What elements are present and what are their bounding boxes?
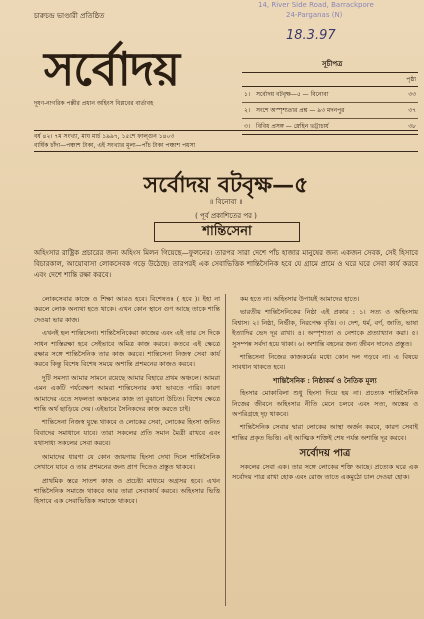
- toc-entry-title: সংশে অস্পৃশ্যতার প্রশ্ন — ৯৩ মদনপুর: [256, 107, 345, 114]
- toc-entry-title: সর্বোদয় বটবৃক্ষ—৫ — বিনোবা: [256, 91, 329, 98]
- box-heading: সর্বোদয় পাত্র: [299, 448, 351, 460]
- body-paragraph: লোকসেবার কাজে ও শিক্ষা আরও হবে। বিশেষতঃ ( হবে )। ইহা না করলে লোক অন্যথা হতে থাকে। এখন কোন স্থানে গুণ আছে তাকে শান্তি দেওয়া ভার কাজ।: [34, 295, 220, 324]
- body-paragraph: দুটি সমস্যা আমার সামনে রয়েছে আমার বিহারে প্রথম অঞ্চলে। আমরা এমন একটি পর্যবেক্ষণ আমরা শান্তিসেনার কথা ভাবতে পারি। কারণ আমাদের এতে সফলতা অঞ্চলের কাজ তা বুঝানো উচিত। বিশেষ ক্ষেত্রে শান্তি অর্থ ছাড়িয়ে দেয়। এইভাবে সৈনিকদের কাজ করতে চাই।: [34, 373, 220, 414]
- section-heading: শান্তিসৈনিক : নিষ্ঠাকর্ম ও নৈতিক মূল্য: [273, 375, 377, 385]
- body-paragraph: শান্তিসৈনিক সেবার দ্বারা লোকের আস্থা অর্জন করবে, কারণ সেবাই শান্তির প্রকৃত ভিত্তি। এই আত্মিক শক্তিই শেষ পর্যন্ত অশান্তি দূর করবে।: [232, 423, 418, 442]
- toc-page-label: পৃষ্ঠা: [242, 73, 418, 87]
- article-author: ॥ বিনোবা ॥: [209, 198, 243, 206]
- stamp-line-1: 14, River Side Road, Barrackpore: [258, 1, 374, 9]
- issue-info-line-1: বর্ষ ৪২। ৭ম সংখ্যা, মাঘ মার্চ ১৯৯৭, ১৫শে ফাল্গুন ১৪০৩: [34, 133, 175, 140]
- masthead-title: সর্বোদয়: [44, 42, 180, 96]
- left-column: [34, 294, 220, 510]
- stamp-line-2: 24-Parganas (N): [286, 11, 343, 19]
- founder-line: চারুচন্দ্র ভাণ্ডারী প্রতিষ্ঠিত: [34, 12, 105, 20]
- issue-info-bar: [34, 130, 418, 152]
- body-paragraph: হিংসার মোকাবিলা শুধু হিংসা দিয়ে হয় না। প্রত্যেক শান্তিসৈনিক নিজের জীবনে অহিংসার নীতি মেনে চলবে এবং সত্য, অস্তেয় ও অপরিগ্রহে দৃঢ় থাকবে।: [232, 389, 418, 419]
- toc-page-number: ৩৮: [408, 123, 416, 130]
- continued-note: ( পূর্ব প্রকাশিতের পর ): [195, 212, 257, 220]
- body-paragraph: ভারতীয় শান্তিসৈনিকের নিষ্ঠা এই প্রকার : ১। সত্য ও অহিংসায় বিশ্বাস। ২। নিষ্ঠা, নির্ভীক, নিরপেক্ষ বৃত্তি। ৩। দেশ, ধর্ম, বর্ণ, জাতি, ভাষা ইত্যাদির ভেদ দূর রাখা। ৪। অস্পৃশ্যতা ও নেশাকে প্রত্যাখ্যান করা। ৫। সুসম্পন্ন সর্বদা হয়ে থাকা। ৬। অশান্তি বহনের জন্য জীবন দানেও প্রস্তুত।: [232, 308, 418, 348]
- toc-row: [242, 103, 418, 119]
- table-of-contents: [242, 72, 418, 135]
- toc-title: সূচীপত্র: [322, 59, 343, 68]
- body-paragraph: শান্তিসেনা নিজের কাজকর্মের মধ্যে কোন দল গড়বে না। এ বিষয়ে সাবধান থাকতে হবে।: [232, 353, 418, 372]
- article-title: সর্বোদয় বটবৃক্ষ—৫: [143, 172, 309, 198]
- toc-number: ৩।: [244, 123, 251, 130]
- right-column: [232, 294, 418, 486]
- toc-entry-title: বিবিধ প্রসঙ্গ — স্নেহিন ভট্টাচার্য: [256, 123, 329, 130]
- address-stamp: [258, 0, 420, 26]
- column-divider: [225, 294, 226, 606]
- body-paragraph: সকলের সেবা এক। তার সঙ্গে লোকের শক্তি আছে। প্রত্যেক ঘরে এক সর্বোদয় পাত্র রাখা হোক এবং রোজ তাতে একমুঠো চাল দেওয়া হোক।: [232, 462, 418, 482]
- body-paragraph: শান্তিসেনা নিজস্ব যুদ্ধে থাকবে ও লোকের সেবা, লোকের হিংসা জনিত বিবাদের সমাধানে যাবে। তারা সকলের প্রতি সমান মৈত্রী রাখবে এবং যথাসাধ্য সকলের সেবা করবে।: [34, 418, 220, 448]
- section-subhead-box: শান্তিসেনা: [154, 222, 300, 242]
- toc-number: ১।: [244, 91, 251, 98]
- toc-row: [242, 87, 418, 103]
- intro-paragraph: অহিংসার রাষ্ট্রিক প্রচারের জন্য অহিংস মিলন গিয়েছে—ফুলনের। তারপর সারা দেশে পাঁচ হাজার মানুষের জন্য একজন সেবক, সেই হিসাবে বিচারকাল, আয়োবাসা লোকসেবক গড়ে উঠেছে। তারপরই এক সেবাভিত্তিক শান্তিসৈনিক হবে যে গ্রামে প্রামে ও ঘরে ঘরে সেবা কার্য করবে এবং দেশে শান্তি রক্ষা করবে।: [34, 249, 418, 279]
- masthead-tagline: দূষণ-নাগরিক পল্লীর প্রধান অহিংস বিপ্লবের বার্তাবহ: [34, 100, 154, 107]
- issue-info-line-2: বার্ষিক চাঁদা—পঞ্চাশ টাকা, এই সংখ্যার মূল্য—পাঁচ টাকা পঞ্চাশ পয়সা: [34, 142, 196, 149]
- toc-page-number: ৩৭: [408, 107, 416, 114]
- body-paragraph: আমাদের ধারণা যে কোন জায়গায় হিংসা দেখা দিলে শান্তিসৈনিক সেখানে যাবে ও তার প্রশমনের জন্য প্রাণ দিতেও প্রস্তুত থাকবে।: [34, 452, 220, 472]
- toc-page-number: ৩৩: [408, 91, 416, 98]
- handwritten-date: 18.3.97: [286, 28, 336, 43]
- toc-number: ২।: [244, 107, 251, 114]
- body-paragraph: এখনই হল শান্তিসেনা। শান্তিসৈনিকেরা কাজের এবং এই তার সে দিকে সাধন শাস্তিরক্ষা হবে সেইভাবে অমিত্র কাজ করবে। কতবে এই ক্ষেত্রে রক্ষার সঙ্গে শান্তিসৈনিক তার কাজ করবে। শান্তিসেনা নিজস্ব সেবা কার্য করবে কিন্তু বিশেষ বিশেষ সময়ে অশান্তি প্রশমনের কাজও করবে।: [34, 329, 220, 369]
- body-paragraph: প্রাথমিক স্তরে সাতশ কাজ ও প্রচেষ্টা মাধ্যমে অগ্রসর হবে। এখন শান্তিসৈনিক সমাজে থাকবে আর তারা সেবাকার্য করবে। অহিংসার ভিত্তি হিসাবে এক সেবাভিত্তিক সমাজে থাকবে।: [34, 476, 220, 506]
- body-paragraph: কম হতে না। অহিংসার উপায়ই আমাদের হাতে।: [240, 295, 360, 303]
